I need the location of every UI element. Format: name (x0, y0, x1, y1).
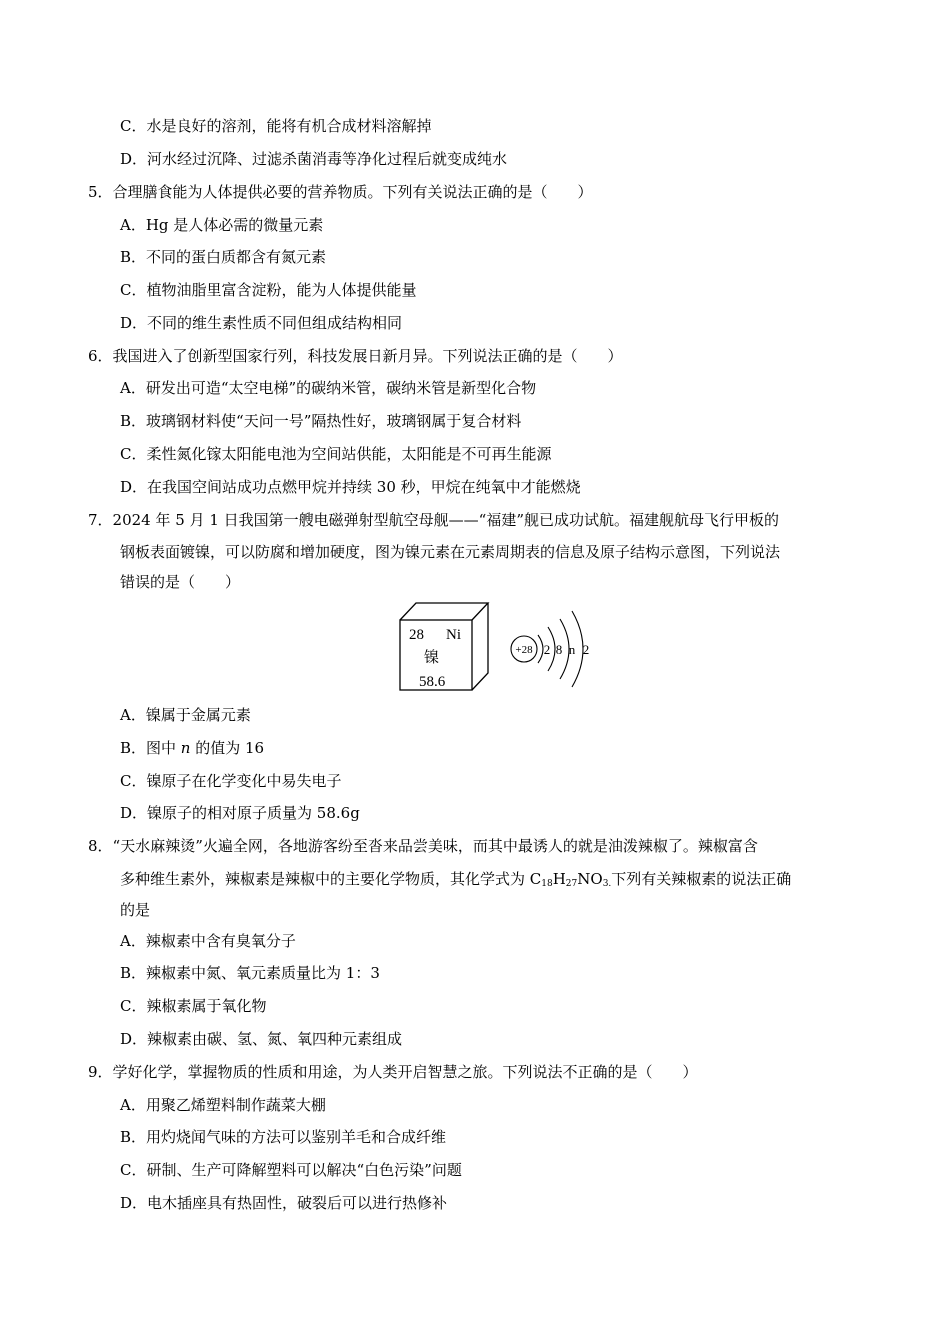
q7-option-d: D．镍原子的相对原子质量为 58.6g (120, 804, 360, 822)
q7-option-b (120, 738, 264, 758)
q8-option-d: D．辣椒素由碳、氢、氮、氧四种元素组成 (120, 1030, 403, 1048)
atomic-structure-diagram (511, 611, 589, 687)
q7-option-b-pre: B．图中 (120, 739, 181, 757)
q7-option-b-variable: n (180, 739, 191, 757)
formula-sub-h: 27 (565, 879, 578, 889)
shell-2-electrons: 8 (555, 642, 563, 657)
nickel-element-figure (398, 600, 608, 695)
element-name: 镍 (424, 648, 440, 666)
q5-option-d: D．不同的维生素性质不同但组成结构相同 (120, 314, 403, 332)
q6-option-d: D．在我国空间站成功点燃甲烷并持续 30 秒，甲烷在纯氧中才能燃烧 (120, 478, 581, 496)
q9-option-d: D．电木插座具有热固性，破裂后可以进行热修补 (120, 1194, 448, 1212)
formula-h: H (552, 870, 566, 888)
q9-option-c: C．研制、生产可降解塑料可以解决“白色污染”问题 (120, 1161, 462, 1179)
q7-stem-line2: 钢板表面镀镍，可以防腐和增加硬度，图为镍元素在元素周期表的信息及原子结构示意图，下列说法 (120, 543, 781, 561)
q8-option-b: B．辣椒素中氮、氧元素质量比为 1：3 (120, 964, 380, 982)
formula-sub-c: 18 (541, 879, 553, 889)
q9-stem: 9．学好化学，掌握物质的性质和用途，为人类开启智慧之旅。下列说法不正确的是（ ） (88, 1063, 698, 1081)
shell-3-electrons: n (568, 642, 576, 657)
formula-no: NO (577, 870, 603, 888)
q5-option-c: C．植物油脂里富含淀粉，能为人体提供能量 (120, 281, 417, 299)
q4-option-c: C．水是良好的溶剂，能将有机合成材料溶解掉 (120, 117, 432, 135)
q5-option-a: A．Hg 是人体必需的微量元素 (120, 216, 324, 234)
q8-stem-line2-pre: 多种维生素外，辣椒素是辣椒中的主要化学物质，其化学式为 C (120, 870, 542, 888)
q8-option-c: C．辣椒素属于氧化物 (120, 997, 267, 1015)
q9-option-b: B．用灼烧闻气味的方法可以鉴别羊毛和合成纤维 (120, 1128, 447, 1146)
q8-stem-line2 (120, 869, 791, 889)
q8-stem-line2-post: 下列有关辣椒素的说法正确 (611, 870, 792, 888)
q7-option-a: A．镍属于金属元素 (120, 706, 251, 724)
q8-option-a: A．辣椒素中含有臭氧分子 (120, 932, 296, 950)
q8-stem-line1: 8．“天水麻辣烫”火遍全网，各地游客纷至沓来品尝美味，而其中最诱人的就是油泼辣椒了。辣椒富含 (88, 837, 758, 855)
atomic-mass: 58.6 (419, 674, 446, 690)
q7-option-c: C．镍原子在化学变化中易失电子 (120, 772, 342, 790)
q5-option-b: B．不同的蛋白质都含有氮元素 (120, 248, 327, 266)
q7-option-b-post: 的值为 16 (190, 739, 265, 757)
q9-option-a: A．用聚乙烯塑料制作蔬菜大棚 (120, 1096, 326, 1114)
shell-1-electrons: 2 (543, 642, 551, 657)
q4-option-d: D．河水经过沉降、过滤杀菌消毒等净化过程后就变成纯水 (120, 150, 508, 168)
formula-sub-o: 3. (602, 879, 612, 889)
q8-stem-line3: 的是 (120, 901, 151, 919)
q6-stem: 6．我国进入了创新型国家行列，科技发展日新月异。下列说法正确的是（ ） (88, 347, 623, 365)
q7-stem-line3: 错误的是（ ） (120, 573, 241, 591)
q5-stem: 5．合理膳食能为人体提供必要的营养物质。下列有关说法正确的是（ ） (88, 183, 593, 201)
atomic-number: 28 (409, 627, 424, 643)
element-symbol: Ni (446, 627, 461, 643)
q7-stem-line1: 7．2024 年 5 月 1 日我国第一艘电磁弹射型航空母舰——“福建”舰已成功试航。福建舰航母飞行甲板的 (88, 511, 779, 529)
nuclear-charge: +28 (515, 644, 533, 656)
shell-4-electrons: 2 (582, 642, 590, 657)
q6-option-c: C．柔性氮化镓太阳能电池为空间站供能，太阳能是不可再生能源 (120, 445, 552, 463)
q6-option-a: A．研发出可造“太空电梯”的碳纳米管，碳纳米管是新型化合物 (120, 379, 537, 397)
q6-option-b: B．玻璃钢材料使“天问一号”隔热性好，玻璃钢属于复合材料 (120, 412, 522, 430)
